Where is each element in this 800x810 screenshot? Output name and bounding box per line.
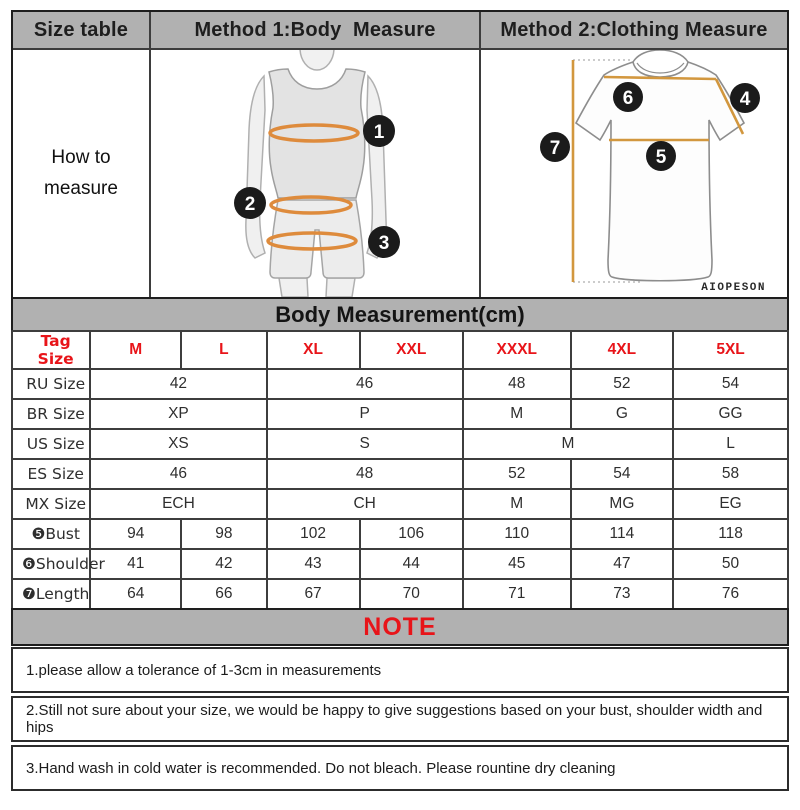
row-label: ES Size bbox=[12, 459, 90, 489]
tag-size-row bbox=[12, 331, 788, 369]
method2-header: Method 2:Clothing Measure bbox=[481, 12, 787, 50]
marker-3-badge bbox=[368, 226, 400, 258]
cell: 71 bbox=[463, 579, 571, 609]
cell: CH bbox=[267, 489, 463, 519]
size-col-5xl: 5XL bbox=[673, 331, 788, 369]
cell: L bbox=[673, 429, 788, 459]
svg-text:2: 2 bbox=[244, 194, 256, 215]
note-item-1: 1.please allow a tolerance of 1-3cm in measurements bbox=[11, 647, 789, 693]
row-label: US Size bbox=[12, 429, 90, 459]
cell: MG bbox=[571, 489, 673, 519]
cell: 67 bbox=[267, 579, 360, 609]
table-row-mx-size bbox=[12, 489, 788, 519]
cell: 118 bbox=[673, 519, 788, 549]
cell: 94 bbox=[90, 519, 181, 549]
cell: 54 bbox=[571, 459, 673, 489]
cell: XP bbox=[90, 399, 266, 429]
svg-text:3: 3 bbox=[378, 233, 390, 254]
size-col-xl: XL bbox=[267, 331, 360, 369]
table-row-shoulder bbox=[12, 549, 788, 579]
cell: 54 bbox=[673, 369, 788, 399]
cell: 76 bbox=[673, 579, 788, 609]
size-chart-sheet bbox=[11, 10, 789, 791]
how-to-measure-label: How to measure bbox=[13, 50, 151, 297]
cell: 102 bbox=[267, 519, 360, 549]
table-row-us-size bbox=[12, 429, 788, 459]
cell: 64 bbox=[90, 579, 181, 609]
cell: 52 bbox=[463, 459, 571, 489]
brand-label: AIOPESON bbox=[701, 282, 766, 294]
cell: 110 bbox=[463, 519, 571, 549]
marker-6-badge bbox=[613, 82, 643, 112]
svg-text:7: 7 bbox=[549, 138, 561, 159]
cell: 73 bbox=[571, 579, 673, 609]
svg-text:5: 5 bbox=[655, 147, 667, 168]
cell: 46 bbox=[267, 369, 463, 399]
row-label: RU Size bbox=[12, 369, 90, 399]
size-col-xxl: XXL bbox=[360, 331, 463, 369]
note-item-3: 3.Hand wash in cold water is recommended. Do not bleach. Please rountine dry cleaning bbox=[11, 745, 789, 791]
svg-text:4: 4 bbox=[739, 89, 751, 110]
table-row-ru-size bbox=[12, 369, 788, 399]
cell: 66 bbox=[181, 579, 266, 609]
note-section bbox=[11, 647, 789, 791]
cell: M bbox=[463, 429, 673, 459]
cell: S bbox=[267, 429, 463, 459]
row-label: BR Size bbox=[12, 399, 90, 429]
svg-text:1: 1 bbox=[373, 122, 385, 143]
cell: 58 bbox=[673, 459, 788, 489]
marker-2-badge bbox=[234, 187, 266, 219]
cell: 42 bbox=[90, 369, 266, 399]
cell: P bbox=[267, 399, 463, 429]
cell: 43 bbox=[267, 549, 360, 579]
row-label: ❻Shoulder bbox=[12, 549, 90, 579]
row-label: MX Size bbox=[12, 489, 90, 519]
cell: 70 bbox=[360, 579, 463, 609]
marker-5-badge bbox=[646, 141, 676, 171]
cell: 46 bbox=[90, 459, 266, 489]
marker-1-badge bbox=[363, 115, 395, 147]
cell: 47 bbox=[571, 549, 673, 579]
cell: 50 bbox=[673, 549, 788, 579]
table-row-es-size bbox=[12, 459, 788, 489]
table-row-bust bbox=[12, 519, 788, 549]
cell: 42 bbox=[181, 549, 266, 579]
cell: 48 bbox=[267, 459, 463, 489]
tag-size-label: Tag Size bbox=[12, 331, 90, 369]
size-table-header: Size table bbox=[13, 12, 151, 50]
cell: GG bbox=[673, 399, 788, 429]
cell: 52 bbox=[571, 369, 673, 399]
cell: 45 bbox=[463, 549, 571, 579]
cell: M bbox=[463, 399, 571, 429]
size-col-l: L bbox=[181, 331, 266, 369]
shirt-figure-illustration bbox=[481, 50, 787, 297]
table-row-length bbox=[12, 579, 788, 609]
row-label: ❼Length bbox=[12, 579, 90, 609]
cell: 106 bbox=[360, 519, 463, 549]
body-measurement-title: Body Measurement(cm) bbox=[11, 297, 789, 332]
svg-text:6: 6 bbox=[622, 88, 634, 109]
cell: M bbox=[463, 489, 571, 519]
size-table bbox=[11, 330, 789, 610]
cell: 41 bbox=[90, 549, 181, 579]
method1-header: Method 1:Body Measure bbox=[151, 12, 481, 50]
clothing-measure-panel bbox=[481, 50, 787, 297]
note-title: NOTE bbox=[11, 608, 789, 646]
cell: XS bbox=[90, 429, 266, 459]
cell: EG bbox=[673, 489, 788, 519]
body-figure-illustration bbox=[151, 50, 481, 297]
cell: 114 bbox=[571, 519, 673, 549]
table-row-br-size bbox=[12, 399, 788, 429]
cell: 98 bbox=[181, 519, 266, 549]
marker-4-badge bbox=[730, 83, 760, 113]
top-section bbox=[11, 10, 789, 299]
cell: 44 bbox=[360, 549, 463, 579]
size-col-xxxl: XXXL bbox=[463, 331, 571, 369]
note-item-2: 2.Still not sure about your size, we would be happy to give suggestions based on your bust, shoulder width and hips bbox=[11, 696, 789, 742]
cell: G bbox=[571, 399, 673, 429]
cell: 48 bbox=[463, 369, 571, 399]
marker-7-badge bbox=[540, 132, 570, 162]
cell: ECH bbox=[90, 489, 266, 519]
size-col-m: M bbox=[90, 331, 181, 369]
size-col-4xl: 4XL bbox=[571, 331, 673, 369]
row-label: ❺Bust bbox=[12, 519, 90, 549]
body-measure-panel bbox=[151, 50, 481, 297]
